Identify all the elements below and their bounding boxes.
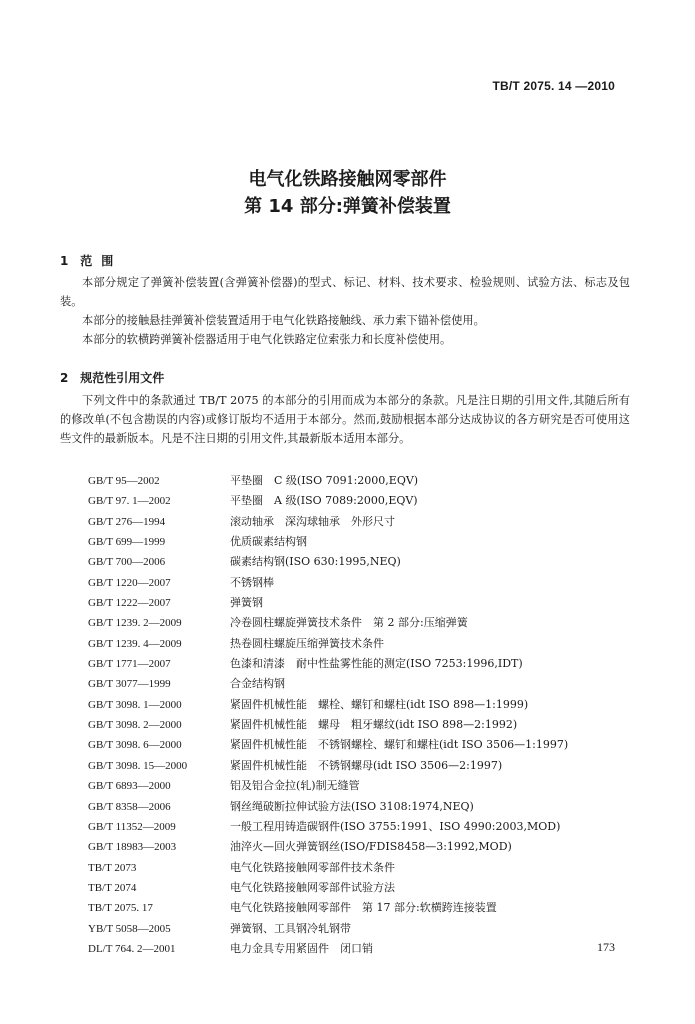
document-title-line1: 电气化铁路接触网零部件 [248,169,447,190]
reference-item [88,674,628,694]
reference-item [88,715,628,735]
section-1-paragraph: 本部分的软横跨弹簧补偿器适用于电气化铁路定位索张力和长度补偿使用。 [82,333,452,346]
section-2-heading [60,369,164,386]
reference-code: GB/T 11352—2009 [88,820,176,833]
reference-code: GB/T 95—2002 [88,475,160,487]
reference-item [88,776,628,796]
reference-title: 色漆和清漆 耐中性盐雾性能的测定(ISO 7253:1996,IDT) [230,657,523,671]
reference-code: TB/T 2073 [88,861,137,874]
reference-item [88,878,628,898]
reference-item [88,573,628,593]
reference-code: GB/T 1239. 2—2009 [88,617,182,630]
standard-code-header: TB/T 2075. 14 —2010 [492,79,615,93]
reference-title: 电气化铁路接触网零部件 第 17 部分:软横跨连接装置 [230,901,497,915]
reference-item [88,756,628,776]
reference-title: 电气化铁路接触网零部件试验方法 [230,880,395,894]
reference-code: YB/T 5058—2005 [88,922,171,935]
reference-code: GB/T 6893—2000 [88,780,171,793]
reference-item [88,613,628,633]
reference-title: 钢丝绳破断拉伸试验方法(ISO 3108:1974,NEQ) [230,799,474,813]
reference-title: 电力金具专用紧固件 闭口销 [230,941,373,955]
reference-code: GB/T 1222—2007 [88,597,171,610]
reference-item [88,695,628,715]
reference-title: 一般工程用铸造碳钢件(ISO 3755:1991、ISO 4990:2003,MOD) [230,819,561,833]
reference-title: 电气化铁路接触网零部件技术条件 [230,860,395,874]
reference-code: GB/T 97. 1—2002 [88,495,171,508]
reference-code: TB/T 2074 [88,881,137,894]
section-2-title: 规范性引用文件 [80,371,165,385]
reference-title: 合金结构钢 [230,677,285,691]
reference-code: GB/T 1771—2007 [88,658,171,671]
reference-item [88,797,628,817]
reference-title: 滚动轴承 深沟球轴承 外形尺寸 [230,514,395,528]
reference-title: 紧固件机械性能 螺栓、螺钉和螺柱(idt ISO 898—1:1999) [230,697,529,711]
reference-code: GB/T 699—1999 [88,536,166,549]
reference-item [88,532,628,552]
reference-code: GB/T 700—2006 [88,556,166,569]
reference-item [88,837,628,857]
reference-item [88,552,628,572]
reference-item [88,858,628,878]
reference-title: 热卷圆柱螺旋压缩弹簧技术条件 [230,636,384,650]
reference-code: GB/T 3077—1999 [88,678,171,691]
reference-code: GB/T 3098. 1—2000 [88,698,182,711]
section-2-number: 2 [60,371,69,385]
section-2-paragraph: 下列文件中的条款通过 TB/T 2075 的本部分的引用而成为本部分的条款。凡是注日期的引用文件,其随后所有的修改单(不包含勘误的内容)或修订版均不适用于本部分。然而,鼓励根据本部分达成协议的各方研究是否可使用这些文件的最新版本。凡是不注日期的引用文件,其最新版本适用本部分。 [60,394,630,445]
reference-item [88,919,628,939]
section-1-body [60,273,630,349]
section-2-body [60,391,630,448]
reference-code: GB/T 1239. 4—2009 [88,637,182,650]
section-1-paragraph: 本部分规定了弹簧补偿装置(含弹簧补偿器)的型式、标记、材料、技术要求、检验规则、试验方法、标志及包装。 [60,276,630,308]
reference-title: 紧固件机械性能 螺母 粗牙螺纹(idt ISO 898—2:1992) [230,718,518,732]
reference-item [88,471,628,491]
reference-code: GB/T 276—1994 [88,515,166,528]
reference-title: 不锈钢棒 [230,575,274,589]
reference-title: 油淬火—回火弹簧钢丝(ISO/FDIS8458—3:1992,MOD) [230,840,512,854]
reference-code: GB/T 3098. 2—2000 [88,719,182,732]
reference-title: 紧固件机械性能 不锈钢螺母(idt ISO 3506—2:1997) [230,758,503,772]
section-1-paragraph: 本部分的接触悬挂弹簧补偿装置适用于电气化铁路接触线、承力索下锚补偿使用。 [82,314,485,327]
reference-item [88,512,628,532]
reference-code: GB/T 18983—2003 [88,841,177,854]
reference-code: TB/T 2075. 17 [88,902,153,915]
reference-title: 弹簧钢 [230,596,263,610]
reference-item [88,735,628,755]
reference-title: 优质碳素结构钢 [230,535,307,549]
reference-code: GB/T 8358—2006 [88,800,171,813]
reference-item [88,654,628,674]
reference-item [88,491,628,511]
reference-title: 铝及铝合金拉(轧)制无缝管 [230,779,360,793]
section-1-heading [60,252,122,269]
document-title-line2: 第 14 部分:弹簧补偿装置 [244,196,451,217]
reference-code: GB/T 3098. 15—2000 [88,759,188,772]
reference-code: GB/T 3098. 6—2000 [88,739,182,752]
reference-item [88,634,628,654]
reference-title: 冷卷圆柱螺旋弹簧技术条件 第 2 部分:压缩弹簧 [230,616,468,630]
section-1-title: 范围 [80,254,123,268]
reference-title: 平垫圈 C 级(ISO 7091:2000,EQV) [230,474,419,487]
section-1-number: 1 [60,254,69,268]
page-number: 173 [597,940,615,954]
reference-title: 平垫圈 A 级(ISO 7089:2000,EQV) [230,494,418,508]
reference-code: DL/T 764. 2—2001 [88,942,176,955]
reference-item [88,939,628,959]
reference-title: 碳素结构钢(ISO 630:1995,NEQ) [230,555,401,569]
reference-title: 弹簧钢、工具钢冷轧钢带 [230,921,351,935]
reference-code: GB/T 1220—2007 [88,576,171,589]
reference-item [88,593,628,613]
reference-item [88,898,628,918]
reference-title: 紧固件机械性能 不锈钢螺栓、螺钉和螺柱(idt ISO 3506—1:1997) [230,738,569,752]
reference-item [88,817,628,837]
reference-list [88,471,628,959]
